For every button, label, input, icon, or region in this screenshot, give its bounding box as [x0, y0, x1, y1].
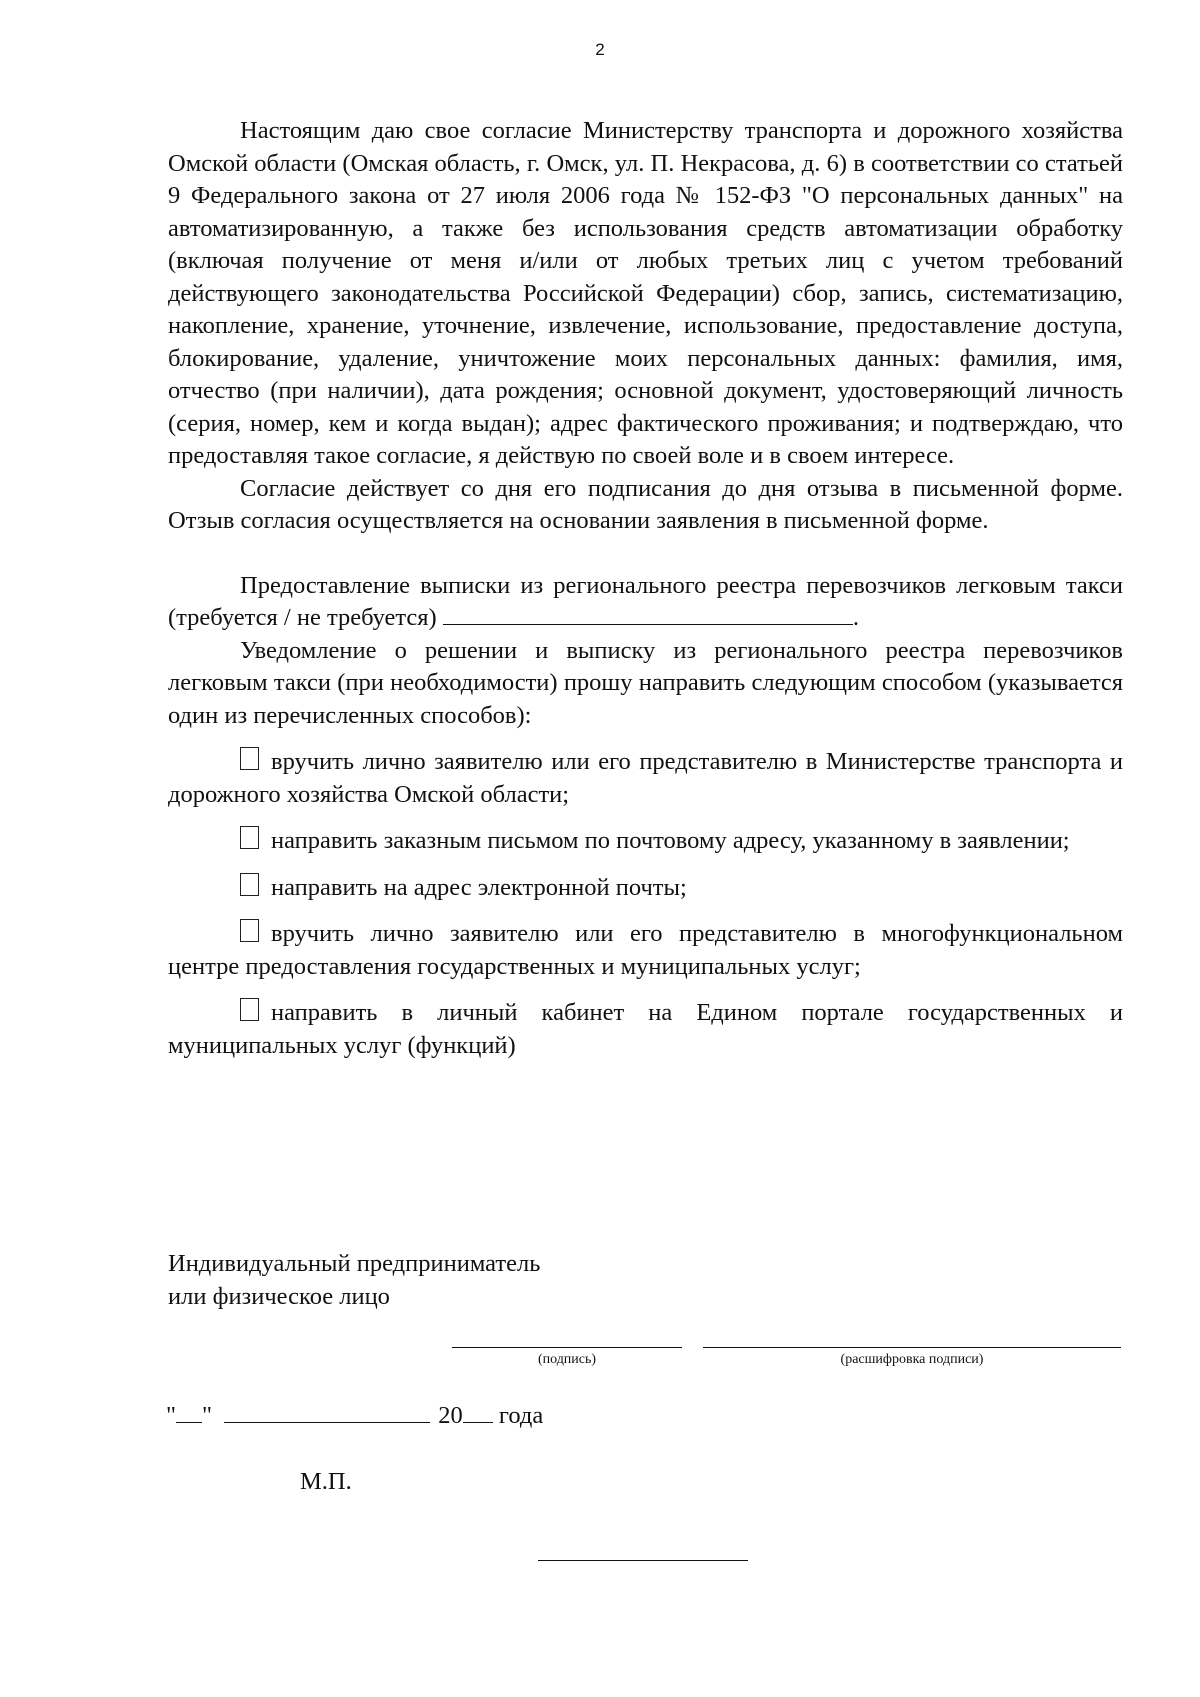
delivery-option-label: вручить лично заявителю или его представителю в многофункциональном центре предоставления государственных и муниципальных услуг; — [168, 920, 1123, 980]
consent-paragraph: Настоящим даю свое согласие Министерству транспорта и дорожного хозяйства Омской области (Омская область, г. Омск, ул. П. Некрасова, д. 6) в соответствии со статьей 9 Федерального закона от 27 июля 2006 года № 152-ФЗ "О персональных данных" на автоматизированную, а также без использования средств автоматизации обработку (включая получение от меня и/или от любых третьих лиц с учетом требований действующего законодательства Российской Федерации) сбор, запись, систематизацию, накопление, хранение, уточнение, извлечение, использование, предоставление доступа, блокирование, удаление, уничтожение моих персональных данных: фамилия, имя, отчество (при наличии), дата рождения; основной документ, удостоверяющий личность (серия, номер, кем и когда выдан); адрес фактического проживания; и подтверждаю, что предоставляя такое согласие, я действую по своей воле и в своем интересе. — [168, 117, 1123, 469]
delivery-option-mfc — [168, 918, 1123, 983]
extract-request-text: Предоставление выписки из регионального реестра перевозчиков легковым такси (требуется / не требуется) — [168, 571, 1123, 631]
extract-request-end: . — [852, 604, 859, 631]
day-blank[interactable] — [176, 1400, 202, 1423]
checkbox-option-ministry[interactable] — [240, 747, 259, 770]
signer-label — [168, 1248, 540, 1313]
extract-request-paragraph — [168, 570, 1123, 635]
year-suffix: года — [498, 1402, 544, 1429]
checkbox-option-mail[interactable] — [240, 826, 259, 849]
notification-paragraph: Уведомление о решении и выписку из регионального реестра перевозчиков легковым такси (при необходимости) прошу направить следующим способом (указывается один из перечисленных способов): — [168, 636, 1123, 729]
decoding-caption: (расшифровка подписи) — [840, 1352, 984, 1367]
signature-decoding-line[interactable] — [703, 1347, 1121, 1348]
delivery-option-label: направить в личный кабинет на Едином портале государственных и муниципальных услуг (функций) — [168, 999, 1123, 1059]
signer-line-2: или физическое лицо — [168, 1282, 390, 1310]
stamp-placeholder: М.П. — [300, 1468, 352, 1495]
signature-caption: (подпись) — [537, 1352, 597, 1367]
validity-paragraph: Согласие действует со дня его подписания до дня отзыва в письменной форме. Отзыв согласия осуществляется на основании заявления в письменной форме. — [168, 474, 1123, 534]
date-open-quote: " — [166, 1402, 177, 1429]
date-close-quote: " — [202, 1402, 213, 1429]
delivery-option-portal — [168, 997, 1123, 1062]
delivery-option-label: вручить лично заявителю или его представителю в Министерстве транспорта и дорожного хозяйства Омской области; — [168, 748, 1123, 808]
checkbox-option-portal[interactable] — [240, 998, 259, 1021]
year-blank[interactable] — [463, 1400, 493, 1423]
date-row — [166, 1400, 543, 1430]
document-end-divider — [538, 1560, 748, 1561]
delivery-option-mail — [168, 825, 1123, 858]
delivery-options — [168, 746, 1123, 1062]
checkbox-option-email[interactable] — [240, 873, 259, 896]
extract-request-blank[interactable] — [443, 602, 853, 625]
document-body — [168, 115, 1123, 1062]
signer-line-1: Индивидуальный предприниматель — [168, 1250, 541, 1277]
year-prefix: 20 — [438, 1402, 463, 1429]
delivery-option-label: направить на адрес электронной почты; — [271, 873, 687, 901]
month-blank[interactable] — [224, 1400, 430, 1423]
signature-line[interactable] — [452, 1347, 682, 1348]
delivery-option-label: направить заказным письмом по почтовому адресу, указанному в заявлении; — [271, 827, 1070, 854]
delivery-option-email — [168, 872, 1123, 905]
delivery-option-ministry — [168, 746, 1123, 811]
page-number: 2 — [595, 40, 605, 59]
checkbox-option-mfc[interactable] — [240, 919, 259, 942]
